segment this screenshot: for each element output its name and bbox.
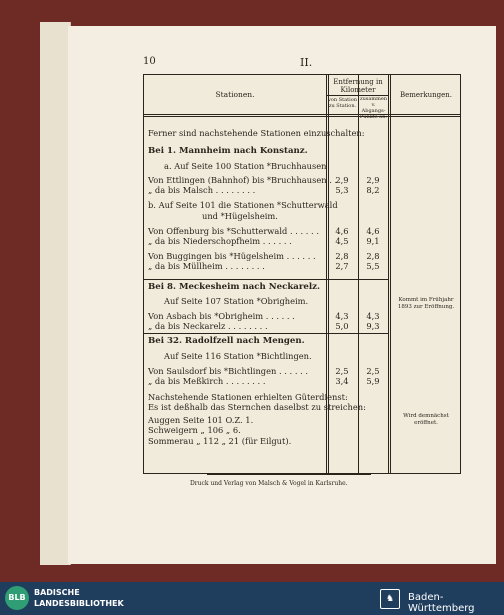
station-table — [143, 74, 461, 474]
col-dist-station-header: von Station zu Station. — [328, 97, 357, 109]
table-row-text: Von Saulsdorf bis *Bichtlingen . . . . . . — [148, 366, 309, 376]
col-remarks-header: Bemerkungen. — [399, 91, 453, 99]
table-row-text: Auf Seite 116 Station *Bichtlingen. — [164, 351, 312, 361]
cumulative-distance-value: 2,9 — [366, 175, 380, 185]
column-divider — [388, 75, 391, 473]
cumulative-distance-value: 2,5 — [366, 366, 380, 376]
library-name — [34, 587, 124, 609]
table-row-text: b. Auf Seite 101 die Stationen *Schutterwald — [148, 200, 338, 210]
distance-value: 3,4 — [335, 376, 349, 386]
cumulative-distance-value: 5,9 — [366, 376, 380, 386]
table-row-text: Es ist deßhalb das Sternchen daselbst zu streichen: — [148, 402, 366, 412]
state-label: Baden-Württemberg — [408, 592, 475, 614]
distance-value: 2,7 — [335, 261, 349, 271]
section-rule — [144, 333, 388, 334]
distance-value: 5,3 — [335, 185, 349, 195]
table-row-text: Auggen Seite 101 O.Z. 1. — [148, 415, 254, 425]
table-row-text: „ da bis Meßkirch . . . . . . . . — [148, 376, 266, 386]
section-number: II. — [300, 56, 313, 69]
distance-value: 2,9 — [335, 175, 349, 185]
remark-opening: Kommt im Frühjahr 1893 zur Eröffnung. — [397, 297, 455, 310]
table-row-text: Bei 32. Radolfzell nach Mengen. — [148, 336, 305, 346]
table-row-text: und *Hügelsheim. — [202, 211, 278, 221]
cumulative-distance-value: 9,3 — [366, 321, 380, 331]
page-header — [0, 56, 504, 70]
distance-value: 2,8 — [335, 251, 349, 261]
section-rule — [144, 279, 388, 280]
page-number: 10 — [143, 56, 156, 67]
cumulative-distance-value: 2,8 — [366, 251, 380, 261]
book-binding — [40, 22, 71, 565]
cumulative-distance-value: 5,5 — [366, 261, 380, 271]
footer-rule — [207, 474, 371, 475]
table-row-text: „ da bis Malsch . . . . . . . . — [148, 185, 256, 195]
cumulative-distance-value: 8,2 — [366, 185, 380, 195]
table-row-text: a. Auf Seite 100 Station *Bruchhausen — [164, 161, 327, 171]
table-row-text: Von Asbach bis *Obrigheim . . . . . . — [148, 311, 295, 321]
table-row-text: Bei 1. Mannheim nach Konstanz. — [148, 146, 308, 156]
distance-value: 4,6 — [335, 226, 349, 236]
col-stations-header: Stationen. — [215, 90, 255, 99]
table-row-text: Von Ettlingen (Bahnhof) bis *Bruchhausen . . — [148, 175, 338, 185]
col-distance-header: Entfernung in Kilometer — [333, 78, 383, 94]
cumulative-distance-value: 9,1 — [366, 236, 380, 246]
table-row-text: Von Offenburg bis *Schutterwald . . . . . . — [148, 226, 319, 236]
cumulative-distance-value: 4,3 — [366, 311, 380, 321]
library-bar — [0, 582, 504, 615]
table-row-text: Ferner sind nachstehende Stationen einzuschalten: — [148, 128, 365, 138]
distance-value: 5,0 — [335, 321, 349, 331]
table-row-text: „ da bis Müllheim . . . . . . . . — [148, 261, 265, 271]
cumulative-distance-value: 4,6 — [366, 226, 380, 236]
table-row-text: Nachstehende Stationen erhielten Güterdienst: — [148, 392, 348, 402]
table-row-text: Von Buggingen bis *Hügelsheim . . . . . . — [148, 251, 316, 261]
coat-of-arms-icon: ♞ — [380, 589, 400, 609]
table-row-text: Auf Seite 107 Station *Obrigheim. — [164, 296, 309, 306]
distance-value: 4,5 — [335, 236, 349, 246]
table-row-text: Bei 8. Meckesheim nach Neckarelz. — [148, 282, 320, 292]
header-rule — [144, 114, 460, 117]
printer-imprint: Druck und Verlag von Malsch & Vogel in Karlsruhe. — [190, 480, 348, 487]
library-name-line2: LANDESBIBLIOTHEK — [34, 599, 124, 608]
col-dist-total-header: zusammen v. Abgangs-Punkte an. — [359, 96, 388, 120]
distance-value: 2,5 — [335, 366, 349, 376]
library-name-line1: BADISCHE — [34, 588, 80, 597]
table-row-text: Sommerau „ 112 „ 21 (für Eilgut). — [148, 436, 292, 446]
distance-value: 4,3 — [335, 311, 349, 321]
remark-soon: Wird demnächst eröffnet. — [403, 413, 449, 426]
table-row-text: Schweigern „ 106 „ 6. — [148, 425, 241, 435]
blb-logo-icon: BLB — [5, 586, 29, 610]
table-row-text: „ da bis Neckarelz . . . . . . . . — [148, 321, 268, 331]
table-row-text: „ da bis Niederschopfheim . . . . . . — [148, 236, 292, 246]
